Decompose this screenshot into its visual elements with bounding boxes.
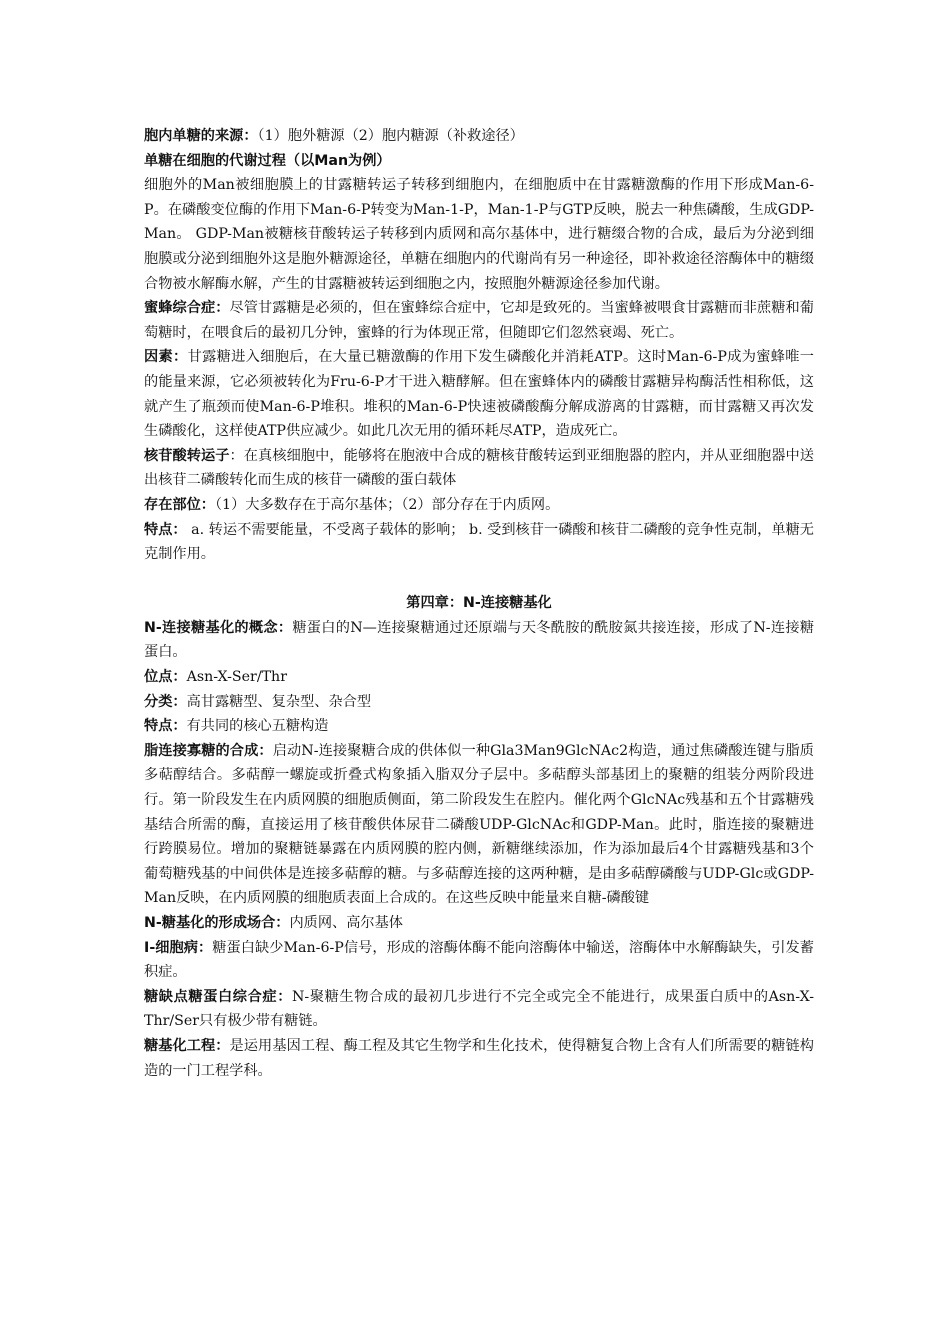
paragraph-sugar-sources [144,124,814,149]
chapter-title: 第四章：N-连接糖基化 [406,595,552,612]
paragraph-location [144,493,814,518]
term-text: 有共同的核心五糖构造 [186,718,329,735]
blank-line [144,567,814,592]
term-label: 存在部位： [144,496,215,513]
paragraph-metabolism: 细胞外的Man被细胞膜上的甘露糖转运子转移到细胞内，在细胞质中在甘露糖激酶的作用下形成Man-6-P。在磷酸变位酶的作用下Man-6-P转变为Man-1-P，Man-1-P与GTP反映，脱去一种焦磷酸，生成GDP-Man。 GDP-Man被糖核苷酸转运子转移到内质网和高尔基体中，进行糖缀合物的合成，最后为分泌到细胞膜或分泌到细胞外这是胞外糖源途径，单糖在细胞内的代谢尚有另一种途径，即补救途径溶酶体中的糖缀合物被水解酶水解，产生的甘露糖被转运到细胞之内，按照胞外糖源途径参加代谢。 [144,177,814,292]
metabolism-heading: 单糖在细胞的代谢过程（以Man为例） [144,152,391,169]
term-label: 特点： [144,521,187,538]
term-text: 糖蛋白缺少Man-6-P信号，形成的溶酶体酶不能向溶酶体中输送，溶酶体中水解酶缺失，引发蓄积症。 [144,939,814,981]
paragraph-lipid-linked-synthesis [144,739,814,911]
term-text: a. 转运不需要能量，不受离子载体的影响； b. 受到核苷一磷酸和核苷二磷酸的竞争性克制，单糖无克制作用。 [144,521,814,563]
term-label: 位点： [144,669,187,686]
term-label: 糖缺点糖蛋白综合症： [144,988,293,1005]
term-label: 脂连接寡糖的合成： [144,742,273,759]
term-text: 糖蛋白的N—连接聚糖通过还原端与天冬酰胺的酰胺氮共接连接，形成了N-连接糖蛋白。 [144,619,815,661]
term-label: N-糖基化的形成场合： [144,915,290,931]
term-label: Ⅰ-细胞病： [144,939,213,956]
term-text: （1）大多数存在于高尔基体；（2）部分存在于内质网。 [214,496,560,513]
term-text: 尽管甘露糖是必须的，但在蜜蜂综合症中，它却是致死的。当蜜蜂被喂食甘露糖而非蔗糖和葡萄糖时，在喂食后的最初几分钟，蜜蜂的行为体现正常，但随即它们忽然衰竭、死亡。 [144,300,814,341]
paragraph-cdg [144,985,814,1034]
term-label: 分类： [144,693,187,710]
term-label: 核苷酸转运子 [144,447,230,464]
term-text: ：在真核细胞中，能够将在胞液中合成的糖核苷酸转运到亚细胞器的腔内，并从亚细胞器中送出核苷二磷酸转化而生成的核苷一磷酸的蛋白载体 [144,447,814,489]
term-label: 胞内单糖的来源： [144,128,258,144]
term-text: （1）胞外糖源（2）胞内糖源（补救途径） [257,128,524,144]
term-label: 蜜蜂综合症： [144,300,230,317]
paragraph-classification [144,690,814,715]
term-text: 甘露糖进入细胞后，在大量已糖激酶的作用下发生磷酸化并消耗ATP。这时Man-6-P成为蜜蜂唯一的能量来源，它必须被转化为Fru-6-P才干进入糖酵解。但在蜜蜂体内的磷酸甘露糖异构酶活性相称低，这就产生了瓶颈而使Man-6-P堆积。堆积的Man-6-P快速被磷酸酶分解成游离的甘露糖，而甘露糖又再次发生磷酸化，这样使ATP供应减少。如此几次无用的循环耗尽ATP，造成死亡。 [144,349,814,440]
term-text: 内质网、高尔基体 [289,915,403,931]
paragraph-n-glycosylation-concept [144,616,814,665]
term-text: 高甘露糖型、复杂型、杂合型 [186,693,372,710]
paragraph-factor [144,345,814,443]
term-label: 特点： [144,718,187,735]
term-label: 糖基化工程： [144,1037,230,1054]
document-page [144,124,814,1083]
term-text: 启动N-连接聚糖合成的供体似一种Gla3Man9GlcNAc2构造，通过焦磷酸连键与脂质多萜醇结合。多萜醇一螺旋或折叠式构象插入脂双分子层中。多萜醇头部基团上的聚糖的组装分两阶段进行。第一阶段发生在内质网膜的细胞质侧面，第二阶段发生在腔内。催化两个GlcNAc残基和五个甘露糖残基结合所需的酶，直接运用了核苷酸供体尿苷二磷酸UDP-GlcNAc和GDP-Man。此时，脂连接的聚糖进行跨膜易位。增加的聚糖链暴露在内质网膜的腔内侧，新糖继续添加，作为添加最后4个甘露糖残基和3个葡萄糖残基的中间供体是连接多萜醇的糖。与多萜醇连接的这两种糖，是由多萜醇磷酸与UDP-Glc或GDP-Man反映，在内质网膜的细胞质表面上合成的。在这些反映中能量来自糖-磷酸键 [144,742,814,907]
paragraph-i-cell-disease [144,936,814,985]
paragraph-nucleotide-transporter [144,444,814,493]
term-text: 是运用基因工程、酶工程及其它生物学和生化技术，使得糖复合物上含有人们所需要的糖链构造的一门工程学科。 [144,1037,814,1079]
paragraph-core-feature [144,714,814,739]
term-text: Asn-X-Ser/Thr [186,669,287,686]
term-text: N-聚糖生物合成的最初几步进行不完全或完全不能进行，成果蛋白质中的Asn-X-Thr/Ser只有极少带有糖链。 [144,988,814,1030]
paragraph-glycoengineering [144,1034,814,1083]
paragraph-site [144,665,814,690]
paragraph-features [144,518,814,567]
term-label: N-连接糖基化的概念： [144,619,293,636]
paragraph-bee-syndrome [144,296,814,345]
term-label: 因素： [144,349,188,366]
paragraph-formation-place [144,911,814,936]
